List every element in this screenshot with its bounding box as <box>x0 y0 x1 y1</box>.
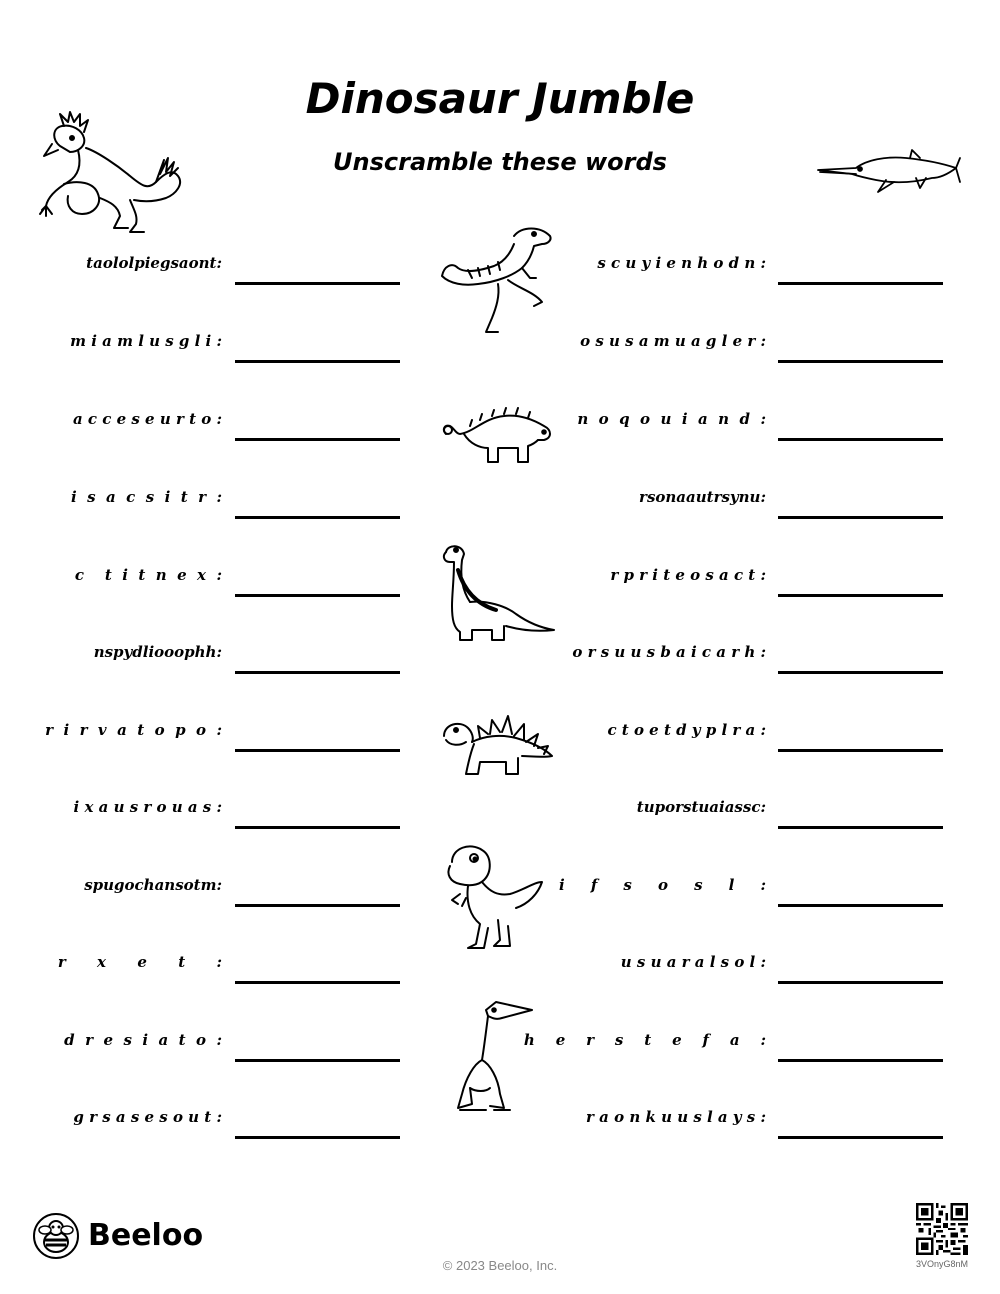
answer-line[interactable] <box>778 516 943 519</box>
answer-line[interactable] <box>235 360 400 363</box>
scrambled-word: spugochansotm: <box>84 876 222 894</box>
answer-line[interactable] <box>778 981 943 984</box>
list-item <box>560 721 980 761</box>
list-item <box>0 332 420 372</box>
crested-dinosaur-icon <box>38 110 188 238</box>
scrambled-word: o s u s a m u a g l e r : <box>580 332 766 350</box>
worksheet-subtitle: Unscramble these words <box>333 148 667 176</box>
brachiosaurus-icon <box>436 540 556 644</box>
scrambled-word: u s u a r a l s o l : <box>620 953 766 971</box>
scrambled-word: g r s a s e s o u t : <box>73 1108 222 1126</box>
scrambled-word: n o q o u i a n d : <box>577 410 766 428</box>
list-item <box>0 953 420 993</box>
answer-line[interactable] <box>235 1059 400 1062</box>
scrambled-word: nspydliooophh: <box>93 643 222 661</box>
list-item <box>560 643 980 683</box>
list-item <box>560 953 980 993</box>
list-item <box>523 1031 980 1071</box>
scrambled-word: taololpiegsaont: <box>86 254 222 272</box>
list-item <box>0 643 420 683</box>
scrambled-word: c t o e t d y p l r a : <box>607 721 766 739</box>
scrambled-word: tuporstuaiassc: <box>636 798 766 816</box>
scrambled-word: c t i t n e x : <box>74 566 222 584</box>
list-item <box>0 798 420 838</box>
answer-line[interactable] <box>778 282 943 285</box>
raptor-icon <box>438 222 556 340</box>
answer-line[interactable] <box>235 438 400 441</box>
scrambled-word: i x a u s r o u a s : <box>73 798 222 816</box>
list-item <box>0 254 420 294</box>
scrambled-word: r i r v a t o p o : <box>45 721 222 739</box>
qr-code-icon <box>916 1203 968 1255</box>
answer-line[interactable] <box>778 594 943 597</box>
list-item <box>0 410 420 450</box>
scrambled-word: h e r s t e f a : <box>523 1031 766 1049</box>
answer-line[interactable] <box>235 516 400 519</box>
answer-line[interactable] <box>235 749 400 752</box>
answer-line[interactable] <box>778 904 943 907</box>
list-item <box>560 566 980 606</box>
answer-line[interactable] <box>235 282 400 285</box>
answer-line[interactable] <box>778 671 943 674</box>
scrambled-word: a c c e s e u r t o : <box>72 410 222 428</box>
answer-line[interactable] <box>778 360 943 363</box>
list-item <box>560 254 980 294</box>
pterosaur-icon <box>446 998 540 1114</box>
bee-logo-icon <box>32 1212 80 1260</box>
scrambled-word: o r s u u s b a i c a r h : <box>572 643 766 661</box>
list-item <box>0 876 420 916</box>
answer-line[interactable] <box>235 594 400 597</box>
scrambled-word: r p r i t e o s a c t : <box>610 566 766 584</box>
answer-line[interactable] <box>235 671 400 674</box>
answer-line[interactable] <box>235 904 400 907</box>
stegosaurus-icon <box>440 708 556 782</box>
list-item <box>560 1108 980 1148</box>
scrambled-word: d r e s i a t o : <box>64 1031 222 1049</box>
ankylosaurus-icon <box>440 404 554 468</box>
scrambled-word: m i a m l u s g l i : <box>70 332 222 350</box>
copyright-notice: © 2023 Beeloo, Inc. <box>442 1258 558 1273</box>
list-item <box>560 798 980 838</box>
ichthyosaur-icon <box>816 148 962 194</box>
list-item <box>560 332 980 372</box>
trex-icon <box>438 842 550 958</box>
answer-line[interactable] <box>778 1136 943 1139</box>
scrambled-word: i f s o s l : <box>559 876 766 894</box>
list-item <box>0 1108 420 1148</box>
scrambled-word: r x e t : <box>57 953 222 971</box>
answer-line[interactable] <box>235 826 400 829</box>
worksheet-title: Dinosaur Jumble <box>305 74 695 123</box>
scrambled-word: s c u y i e n h o d n : <box>597 254 766 272</box>
scrambled-word: rsonaautrsynu: <box>639 488 766 506</box>
list-item <box>0 488 420 528</box>
brand-name[interactable]: Beeloo <box>88 1218 204 1253</box>
scrambled-word: i s a c s i t r : <box>70 488 222 506</box>
list-item <box>0 1031 420 1071</box>
list-item <box>560 488 980 528</box>
list-item <box>0 721 420 761</box>
list-item <box>560 876 980 916</box>
answer-line[interactable] <box>235 981 400 984</box>
answer-line[interactable] <box>235 1136 400 1139</box>
answer-line[interactable] <box>778 749 943 752</box>
answer-line[interactable] <box>778 1059 943 1062</box>
scrambled-word: r a o n k u u s l a y s : <box>586 1108 766 1126</box>
list-item <box>560 410 980 450</box>
list-item <box>0 566 420 606</box>
answer-line[interactable] <box>778 438 943 441</box>
qr-code-label: 3VOnyG8nM <box>915 1259 969 1269</box>
answer-line[interactable] <box>778 826 943 829</box>
